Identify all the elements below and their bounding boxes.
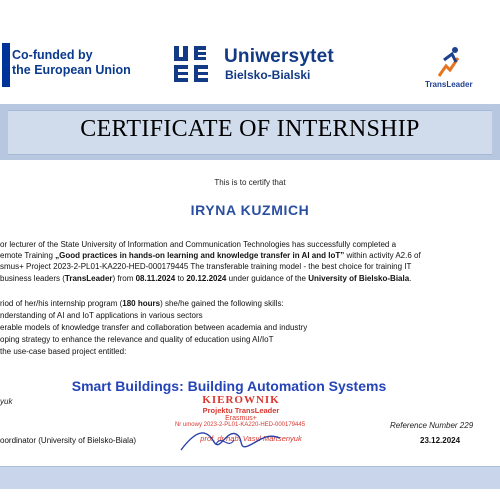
recipient-name: IRYNA KUZMICH [190,202,310,218]
eu-line-1: Co-funded by [12,48,93,62]
body-text: riod of her/his internship program ( [0,299,123,308]
body-text: . [409,274,412,283]
body-text: ) from [112,274,136,283]
eu-line-2: the European Union [12,63,131,77]
program-hours: 180 hours [122,299,161,308]
end-date: 20.12.2024 [186,274,227,283]
body-text: emote Training [0,251,56,260]
body-line: the use-case based project entitled: [0,347,127,356]
skill-item: erable models of knowledge transfer and collaboration between academia and industry [0,323,308,332]
body-text: to [175,274,187,283]
eu-cofunded-text [12,48,131,78]
body-line [0,250,421,261]
stamp-line: Projektu TransLeader [202,406,280,415]
university-name: Uniwersytet [224,46,334,67]
certify-text: This is to certify that [214,178,286,187]
ubb-logo-icon [174,46,212,82]
body-text: within activity A2.6 of [344,251,421,260]
footer-band [0,466,500,489]
start-date: 08.11.2024 [135,274,176,283]
project-acronym: TransLeader [64,274,113,283]
training-title: „Good practices in hands-on learning and knowledge transfer in AI and IoT” [55,251,345,260]
stamp-line: Nr umowy 2023-2-PL01-KA220-HED-000179445 [174,422,306,428]
transleader-label: TransLeader [425,80,473,89]
body-line [0,273,411,284]
body-line: smus+ Project 2023-2-PL01-KA220-HED-000179445 The transferable training model - the best choice for training IT [0,262,412,271]
eu-flag-icon [2,43,10,87]
transleader-logo-icon [436,46,462,78]
project-title: Smart Buildings: Building Automation Systems [71,378,387,394]
body-line: or lecturer of the State University of Information and Communication Technologies has successfully completed a [0,240,397,249]
stamp-line: Erasmus+ [225,415,257,422]
body-text: under guidance of the [226,274,309,283]
signatory-name-fragment: yuk [0,397,13,406]
body-line [0,298,284,309]
skill-item: oping strategy to enhance the relevance and quality of education using AI/IoT [0,335,274,344]
body-text: business leaders ( [0,274,65,283]
issue-date: 23.12.2024 [420,436,461,445]
stamp-line: KIEROWNIK [202,394,280,406]
reference-number: Reference Number 229 [390,421,474,430]
body-text: ) she/he gained the following skills: [160,299,284,308]
host-university: University of Bielsko-Biala [308,274,410,283]
signature-icon [176,420,286,460]
university-subtitle: Bielsko-Bialski [225,68,311,82]
certificate-title: CERTIFICATE OF INTERNSHIP [80,116,420,142]
skill-item: nderstanding of AI and IoT applications in various sectors [0,311,203,320]
stamp-line: prof. dr hab. Vasyl Martsenyuk [200,434,302,443]
coordinator-label: oordinator (University of Bielsko-Biala) [0,436,137,445]
